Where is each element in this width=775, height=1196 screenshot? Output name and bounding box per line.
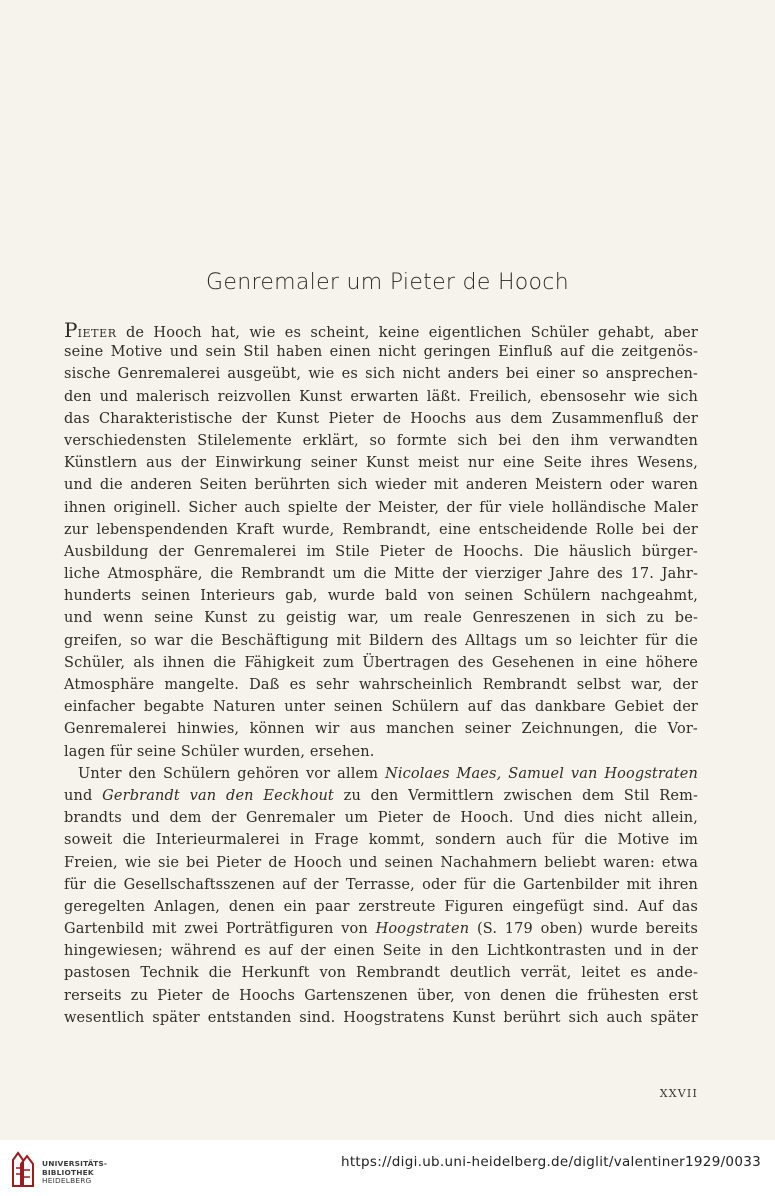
library-seal-icon <box>10 1150 38 1188</box>
text-line: brandts und dem der Genremaler um Pieter de Hooch. Und dies nicht allein, <box>64 810 698 827</box>
text-line <box>64 918 698 940</box>
text-line: geregelten Anlagen, denen ein paar zerstreute Figuren eingefügt sind. Auf das <box>64 898 698 915</box>
text-line: zur lebenspendenden Kraft wurde, Rembrandt, eine entscheidende Rolle bei der <box>64 521 698 538</box>
line-text: (S. 179 oben) wurde bereits <box>469 921 698 938</box>
text-line: ihnen originell. Sicher auch spielte der Meister, der für viele holländische Maler <box>64 499 698 516</box>
body-text <box>64 319 698 1029</box>
line-text: de Hooch hat, wie es scheint, keine eigentlichen Schüler gehabt, aber <box>116 325 698 341</box>
text-line <box>64 785 698 807</box>
text-line: verschiedensten Stilelemente erklärt, so formte sich bei den ihm verwandten <box>64 432 698 449</box>
logo-line: UNIVERSITÄTS- <box>42 1159 108 1168</box>
text-line: lagen für seine Schüler wurden, ersehen. <box>64 743 375 760</box>
logo-text <box>42 1160 107 1186</box>
text-line: sische Genremalerei ausgeübt, wie es sich nicht anders bei einer so ansprechen- <box>64 366 698 383</box>
text-line: und die anderen Seiten berührten sich wieder mit anderen Meistern oder waren <box>64 477 698 494</box>
text-line: liche Atmosphäre, die Rembrandt um die Mitte der vierziger Jahre des 17. Jahr- <box>64 566 698 583</box>
italic-name: Gerbrandt van den Eeckhout <box>102 787 334 804</box>
text-line: Genremalerei hinwies, können wir aus manchen seiner Zeichnungen, die Vor- <box>64 721 698 738</box>
text-line: greifen, so war die Beschäftigung mit Bildern des Alltags um so leichter für die <box>64 632 698 649</box>
italic-name: Nicolaes Maes, Samuel van Hoogstraten <box>384 765 698 782</box>
italic-name: Hoogstraten <box>375 921 470 938</box>
text-line: wesentlich später entstanden sind. Hoogstratens Kunst berührt sich auch später <box>64 1009 698 1026</box>
smallcaps-word: IETER <box>77 327 117 340</box>
line-text: zu den Vermittlern zwischen dem Stil Rem- <box>333 787 699 804</box>
page-number: XXVII <box>659 1087 698 1100</box>
line-text: Gartenbild mit zwei Porträtfiguren von <box>64 921 376 938</box>
text-line: hunderts seinen Interieurs gab, wurde bald von seinen Schülern nachgeahmt, <box>64 588 698 605</box>
text-line: Atmosphäre mangelte. Daß es sehr wahrscheinlich Rembrandt selbst war, der <box>64 677 698 693</box>
line-text: Unter den Schülern gehören vor allem <box>78 765 385 782</box>
text-line: hingewiesen; während es auf der einen Seite in den Lichtkontrasten und in der <box>64 943 698 960</box>
page-title: Genremaler um Pieter de Hooch <box>206 270 569 295</box>
text-line: den und malerisch reizvollen Kunst erwarten läßt. Freilich, ebensosehr wie sich <box>64 388 698 405</box>
text-line: Künstlern aus der Einwirkung seiner Kunst meist nur eine Seite ihres Wesens, <box>64 455 698 472</box>
text-line: das Charakteristische der Kunst Pieter de Hoochs aus dem Zusammenfluß der <box>64 410 698 427</box>
line-text: und <box>64 787 103 804</box>
text-line: einfacher begabte Naturen unter seinen Schülern auf das dankbare Gebiet der <box>64 699 698 716</box>
dropcap-letter: P <box>64 318 78 342</box>
logo-line: BIBLIOTHEK <box>42 1167 94 1177</box>
text-line: Freien, wie sie bei Pieter de Hooch und seinen Nachahmern beliebt waren: etwa <box>64 854 698 871</box>
text-line: und wenn seine Kunst zu geistig war, um reale Genreszenen in sich zu be- <box>64 610 698 627</box>
text-line: soweit die Interieurmalerei in Frage kommt, sondern auch für die Motive im <box>64 832 698 849</box>
text-line: seine Motive und sein Stil haben einen nicht geringen Einfluß auf die zeitgenös- <box>64 344 698 361</box>
text-line: Schüler, als ihnen die Fähigkeit zum Übertragen des Gesehenen in eine höhere <box>64 654 698 671</box>
text-line: für die Gesellschaftsszenen auf der Terrasse, oder für die Gartenbilder mit ihren <box>64 876 698 893</box>
text-line <box>64 319 698 341</box>
text-line: pastosen Technik die Herkunft von Rembrandt deutlich verrät, leitet es ande- <box>64 965 698 982</box>
footer-bar <box>0 1140 775 1196</box>
logo-line: HEIDELBERG <box>42 1176 92 1186</box>
library-logo[interactable] <box>10 1148 150 1190</box>
permalink-url[interactable]: https://digi.ub.uni-heidelberg.de/diglit/valentiner1929/0033 <box>340 1154 761 1170</box>
text-line: rerseits zu Pieter de Hoochs Gartenszenen über, von denen die frühesten erst <box>64 987 698 1004</box>
text-line <box>64 763 698 785</box>
text-line: Ausbildung der Genremalerei im Stile Pieter de Hoochs. Die häuslich bürger- <box>64 543 698 560</box>
